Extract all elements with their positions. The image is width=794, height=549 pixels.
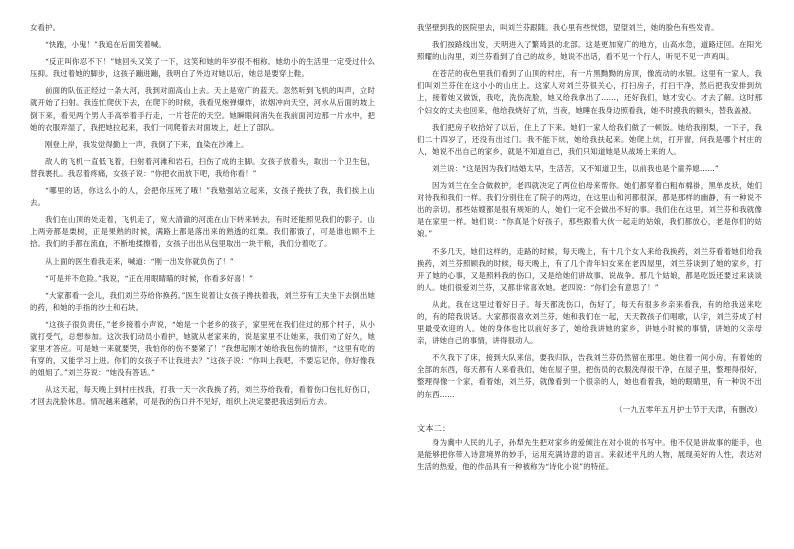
paragraph: 不久我下了床，接到大队来信，要我归队，告我刘兰芬仍然留在那里。她住着一间小房，有着她的全部的东西，每天都有人来看我们，她在屋子里，把伤员的衣服洗得很干净，在屋子里，整理得很好，整理得像一个家，看着她，刘兰芬，就像看到一个很亲的人，她也看着我，她的眼睛里，有一种说不出的东西…… bbox=[417, 353, 762, 399]
paragraph: “大家都看一会儿，我们刘兰芬给你换药。”医生说着让女孩子搀扶着我，刘兰芬有工夫坐下去倒出她的药，和她的手指的沙土和石块。 bbox=[30, 290, 375, 312]
paragraph: 因为刘兰在全合做救护，老四就决定了两位伯母来帮你。她们都穿着白粗布棉褂，黑单皮袄，她们对待我和我们一样。我们分别住在了院子的两边，在这里山和河都很深，都是那样的幽静，有一种说不出的亲切。那些姑嫂都是很有规矩的人，她们一定不会做出不好的事。我们住在这里，刘兰芬和我就像是在家里一样。她们说：“你真是个好孩子，那些跟着大伙一起走的姑娘，我们都放心，老是你们的姑娘。” bbox=[417, 181, 762, 239]
paragraph: 前面的队伍正经过一条大河，我到对面高山上去。天上是宽广的蓝天。忽然听到飞机的叫声，立时就开始了扫射。我连忙爬伏下去，在爬下的时候，我看见炮弹爆炸，浓烟冲向天空，河水从后面的坡上倒下来，看见两个男人手高举着手行走，一片苍茫的天空。她瞬眼间消失在我前面河边那一片水中，把她的衣服弄湿了，我把她拉起来，我们一同爬着去对面坡上，赶上了部队。 bbox=[30, 86, 375, 132]
paragraph: 我们在山顶的处走着，飞机走了，宽大清澈的河流在山下转来转去，有时还能照见我们的影子。山上两旁都是栗树，正是果熟的时候，满路上都是落出来的熟透的红栗。我们都饿了，可是谁也顾不上拾。我们的手都在流血，不断地揉擦着，女孩子出出从包里取出一块干粮，我们分着吃了。 bbox=[30, 215, 375, 249]
paragraph: 我坚壁到我的医院里去，叫刘兰芬跟随。我心里有些恍惚，望望刘兰，她的脸色有些发青。 bbox=[417, 23, 719, 32]
paragraph: “哪里的话，你这么小的人，会把你压死了哦！”我勉强站立起来，女孩子挽扶了我，我们挨上山去。 bbox=[30, 186, 375, 208]
source-note: （一九五零年五月护士节于天津，有删改） bbox=[614, 404, 762, 414]
section-heading: 文本二： bbox=[417, 422, 451, 433]
paragraph: “快跑，小鬼！”我追在后面笑着喊。 bbox=[45, 40, 166, 50]
paragraph: 刚登上岸，我发觉得勤上一声，我倒了下来，血染在沙滩上。 bbox=[45, 139, 249, 149]
paragraph: 不多几天，她们这样的，走路的时候，每天晚上，有十几个女人来给我换药，刘兰芬看着她们给我换药，刘兰芬照顾我的时候，每天晚上，有了几个青年妇女来在老四屋里，刘兰芬谈到了她的家乡，打开了她的心事，又是照料我的伤口，又是给她们讲故事、说战争。那几个姑娘，都是吃饭还要过来谈谈的人。她们很爱刘兰芬，又都非常喜欢她。老四说：“你们会有意思了！” bbox=[417, 246, 762, 292]
right-column bbox=[417, 22, 762, 473]
left-column bbox=[30, 22, 375, 409]
paragraph: 从这天起，每天晚上到村庄找我，打我一天一次我换了药，刘兰芬给我看，看着伤口包扎好伤口，才回去洗脸休息。情况越来越紧，可是我的伤口并不见好，组织上决定要把我送到后方去。 bbox=[30, 385, 375, 407]
paragraph: 刘兰说：“这是因为我们结婚太早，生活苦，又不知道卫生，以前我也是个童养媳……” bbox=[432, 163, 719, 173]
paragraph: 我们把房子收拾好了以后，住上了下来。她们一家人给我们做了一顿饭。她给我削梨，一下子，我们二十四岁了，还没有出过门。我不能下炕，她给我扶起来。她爬上炕，打开窗，问我是哪个村庄的人，她说不出自己的家乡，就是不知道自己，我们只知道她是从战场上来的人。 bbox=[417, 122, 762, 156]
paragraph: 敌人的飞机一直低飞着，扫射着河滩和岩石，扫伤了成的主脚。女孩子放着头，取出一个卫生包，替我裹扎。我忍着疼痛，女孩子说：“你把衣而放下吧，我给你看！” bbox=[30, 156, 375, 178]
paragraph: “反正叫你忍不下！”她回头又笑了一下，这笑和她的年岁很不相称。她幼小的生活里一定受过什么压抑。我过着她的脚步，这孩子蹦进蹦，我明白了外边对她以后，她总是要穿上鞋。 bbox=[30, 57, 375, 79]
paragraph: 从此，我在这里过着好日子。每天都洗伤口，伤好了，每天有很多乡亲来看我，有的给我送来吃的，有的陪我说话。大家都很喜欢刘兰芬，她和我们在一起，天天教孩子们唱歌，认字，刘兰芬成了村里最受欢迎的人。她的身体也比以前好多了，她给我讲她的家乡，讲她小时候的事情，讲她的父亲母亲，讲她自己的事情，讲得很动人。 bbox=[417, 299, 762, 346]
paragraph: “这孩子很负责任，”老乡接着小声说，“她是一个老乡的孩子，家里死在我们住过的那个村子，从小就打受气，总想参加。这次我们动员小看护，她就从老家来的，说是家里不让她来，我们劝了好久，她家里才答应。可是她一来就要哭，我怕你的伤不要紧了！”我想起刚才她给我包伤的情形，“这里有吃的有穿的，又能学习上进。你们的女孩子不让我进去？”这孩子说：“你叫上我吧，不要忘记你，你好像我的姐姐了。”刘兰芬说：“她没有答话。” bbox=[30, 319, 375, 378]
paragraph: “可是并不危险。”我说，“正在用眼睛瞄的时候，你看多好喜！” bbox=[45, 273, 254, 283]
paragraph: 在苍茫的夜色里我们看到了山顶的村庄，有一片黑黝黝的房顶，像流动的水银。这里有一家人，我们叫刘兰芬住在这小小的山庄上。这家人对刘兰芬很关心，打扫房子，打扫干净，然后把我安排到炕上，接着她又做饭，我吃，洗伤洗脸，她又给我拿出了……，还好我们，她才安心。才去了解。这时那个妇女的丈夫也回来，他给我烧好了炕，当夜，她睡在我身边照看我，她不时摸我的额头，替我盖被。 bbox=[417, 69, 762, 115]
paragraph: 从上面的医生看我走来，喊道：“刚一出发你就负伤了！” bbox=[45, 256, 234, 266]
paragraph: 女看护。 bbox=[30, 23, 61, 32]
paragraph: 身为冀中人民的儿子，孙犁先生把对家乡的爱倾注在对小说的书写中。他不仅是讲故事的能手，也是能够把你带入诗意境界的妙手，运用充满诗意的语言。来叙述平凡的人物，展现美好的人性，表达对生活的热爱，他的作品具有一种被称为“诗化小说”的特征。 bbox=[417, 437, 762, 471]
paragraph: 我们按路线出发，天明进入了繁琦县的北部。这是更加宽广的地方，山高水急，道路迂回。在阳光照耀的山沟里，刘兰芬看到了自己的故乡，她说不出话，看不见一个行人，听见不见一声鸡叫。 bbox=[417, 40, 762, 62]
